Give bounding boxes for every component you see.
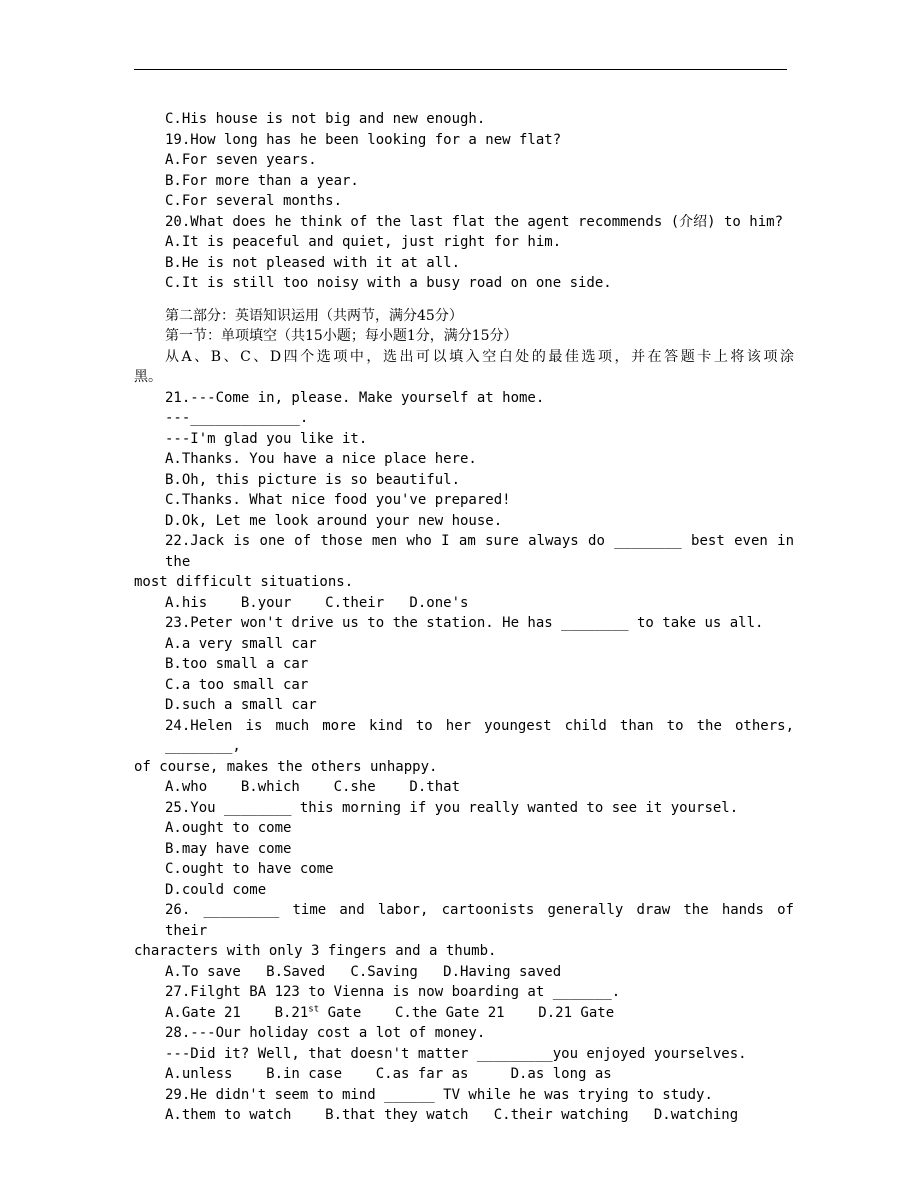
option-line: C.For several months.	[165, 193, 343, 209]
question-26: 26. _________ time and labor, cartoonists generally draw the hands of their	[165, 902, 794, 939]
option-d: D.Ok, Let me look around your new house.	[165, 512, 503, 529]
question-22: 22.Jack is one of those men who I am sure always do ________ best even in the	[165, 533, 794, 570]
options-row: A.his B.your C.their D.one's	[165, 594, 469, 611]
options-prefix: A.Gate 21 B.21	[165, 1004, 309, 1021]
option-d: D.such a small car	[165, 697, 317, 713]
option-line: C.It is still too noisy with a busy road on one side.	[165, 275, 612, 291]
options-rest: Gate C.the Gate 21 D.21 Gate	[319, 1004, 615, 1021]
header-rule	[134, 69, 787, 70]
exam-page	[134, 109, 794, 1126]
option-c: C.a too small car	[165, 676, 309, 693]
option-b: B.Oh, this picture is so beautiful.	[165, 471, 461, 488]
question-22-cont: most difficult situations.	[134, 574, 354, 590]
ordinal-suffix: st	[308, 1003, 320, 1014]
part-two-title: 第二部分：英语知识运用（共两节，满分45分）	[165, 307, 463, 324]
option-c: C.Thanks. What nice food you've prepared!	[165, 492, 511, 508]
option-line: A.For seven years.	[165, 152, 317, 168]
option-line: B.For more than a year.	[165, 172, 359, 189]
option-a: A.Thanks. You have a nice place here.	[165, 451, 477, 467]
question-21: 21.---Come in, please. Make yourself at home.	[165, 389, 545, 406]
options-row: A.them to watch B.that they watch C.their watching D.watching	[165, 1107, 739, 1123]
question-27: 27.Filght BA 123 to Vienna is now boarding at _______.	[165, 984, 621, 1000]
option-b: B.too small a car	[165, 656, 309, 672]
question-28: 28.---Our holiday cost a lot of money.	[165, 1025, 486, 1041]
options-row: A.To save B.Saved C.Saving D.Having saved	[165, 963, 562, 980]
question-29: 29.He didn't seem to mind ______ TV while he was trying to study.	[165, 1086, 713, 1103]
section-one-title: 第一节：单项填空（共15小题；每小题1分，满分15分）	[165, 328, 518, 344]
question-20: 20.What does he think of the last flat the agent recommends (介绍) to him?	[165, 213, 784, 230]
option-d: D.could come	[165, 881, 267, 898]
answer-blank: ---_____________.	[165, 410, 309, 426]
question-24-cont: of course, makes the others unhappy.	[134, 758, 438, 775]
options-row: A.unless B.in case C.as far as D.as long as	[165, 1066, 612, 1082]
question-26-cont: characters with only 3 fingers and a thumb.	[134, 943, 497, 959]
instruction-line-2: 黑。	[134, 369, 162, 385]
option-a: A.a very small car	[165, 635, 317, 652]
dialogue-reply: ---I'm glad you like it.	[165, 430, 368, 447]
question-25: 25.You ________ this morning if you really wanted to see it yoursel.	[165, 799, 739, 816]
option-line: B.He is not pleased with it at all.	[165, 254, 461, 271]
question-23: 23.Peter won't drive us to the station. He has ________ to take us all.	[165, 615, 764, 631]
instruction-line-1: 从A、B、C、D四个选项中，选出可以填入空白处的最佳选项，并在答题卡上将该项涂	[165, 348, 794, 365]
options-row	[134, 1003, 794, 1024]
option-line: A.It is peaceful and quiet, just right for him.	[165, 234, 562, 250]
options-row: A.who B.which C.she D.that	[165, 779, 461, 795]
option-b: B.may have come	[165, 840, 292, 857]
option-c: C.ought to have come	[165, 861, 334, 877]
question-24: 24.Helen is much more kind to her youngest child than to the others, ________,	[165, 717, 794, 754]
option-line: C.His house is not big and new enough.	[165, 111, 486, 127]
question-19: 19.How long has he been looking for a new flat?	[165, 131, 562, 148]
option-a: A.ought to come	[165, 820, 292, 836]
dialogue-reply: ---Did it? Well, that doesn't matter _________you enjoyed yourselves.	[165, 1045, 747, 1062]
